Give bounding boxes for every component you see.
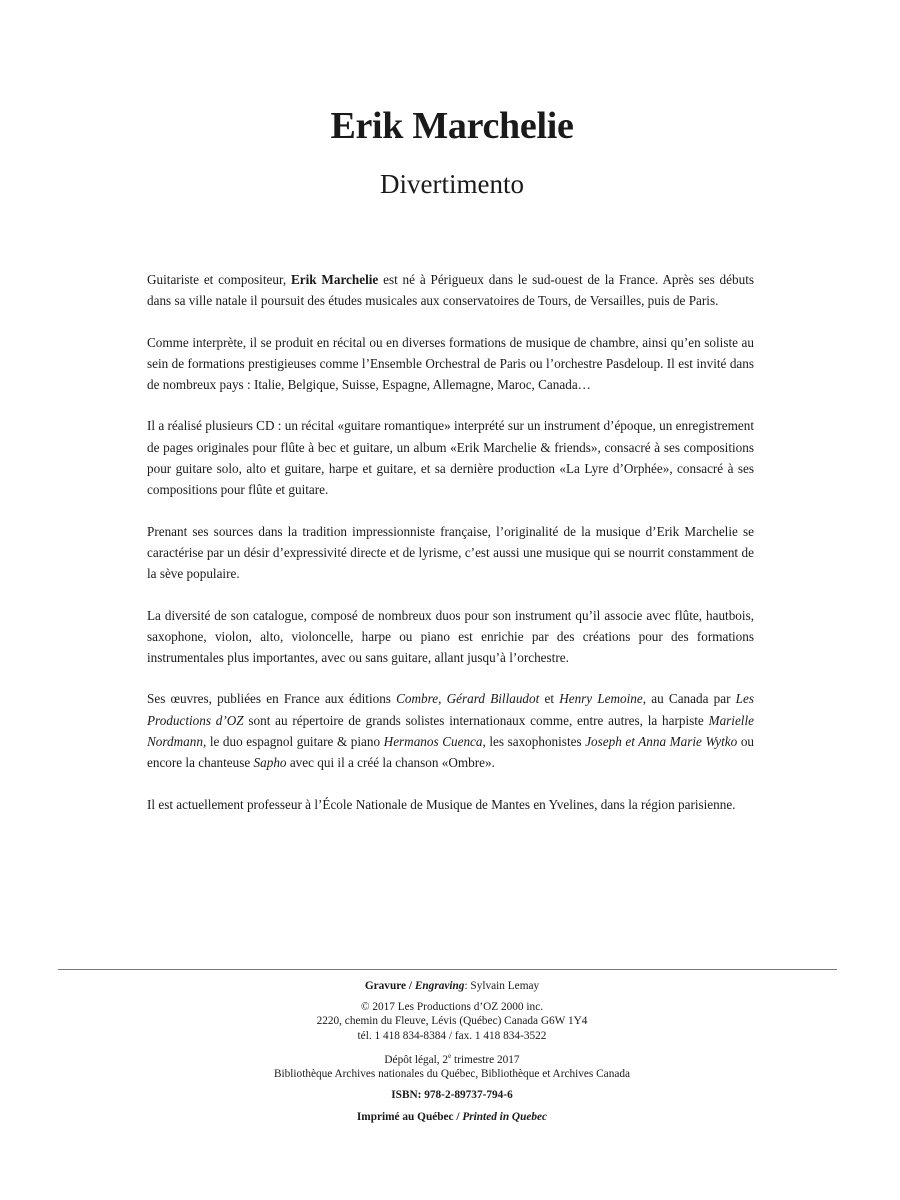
bio-paragraph-1: Guitariste et compositeur, Erik Marchelie est né à Périgueux dans le sud-ouest de la France. Après ses débuts dans sa ville natale il poursuit des études musicales aux conservatoires de Tours, de Versailles, puis de Paris. <box>147 272 754 309</box>
publisher-oz: Les Productions d’OZ <box>147 691 754 728</box>
bio-paragraph-4: Prenant ses sources dans la tradition impressionniste française, l’originalité de la musique d’Erik Marchelie se caractérise par un désir d’expressivité directe et de lyrisme, c’est aussi une musique qui se nourrit constamment de la sève populaire. <box>147 523 754 582</box>
biography <box>147 269 754 815</box>
libraries-line: Bibliothèque Archives nationales du Québec, Bibliothèque et Archives Canada <box>273 1068 631 1081</box>
address-line: 2220, chemin du Fleuve, Lévis (Québec) Canada G6W 1Y4 <box>316 1015 588 1027</box>
artist-sapho: Sapho <box>253 755 287 771</box>
work-title: Divertimento <box>380 169 524 199</box>
engraving-credit: Gravure / Engraving: Sylvain Lemay <box>364 980 540 992</box>
artist-wytko: Joseph et Anna Marie Wytko <box>585 734 738 750</box>
bio-paragraph-5: La diversité de son catalogue, composé de nombreux duos pour son instrument qu’il associe avec flûte, hautbois, saxophone, violon, alto, violoncelle, harpe ou piano est enrichie par des créations pour des formations instrumentales plus importantes, avec ou sans guitare, allant jusqu’à l’orchestre. <box>147 607 754 666</box>
bio-paragraph-7: Il est actuellement professeur à l’École Nationale de Musique de Mantes en Yvelines, dans la région parisienne. <box>147 796 736 812</box>
publisher-lemoine: Henry Lemoine <box>559 691 643 707</box>
bio-paragraph-6: Ses œuvres, publiées en France aux éditions Combre, Gérard Billaudot et Henry Lemoine, au Canada par Les Productions d’OZ sont au répertoire de grands solistes internationaux comme, entre autres, la harpiste Marielle Nordmann, le duo espagnol guitare & piano Hermanos Cuenca, les saxophonistes Joseph et Anna Marie Wytko ou encore la chanteuse Sapho avec qui il a créé la chanson «Ombre». <box>147 691 755 771</box>
bio-paragraph-2: Comme interprète, il se produit en récital ou en diverses formations de musique de chambre, ainsi qu’en soliste au sein de formations prestigieuses comme l’Ensemble Orchestral de Paris ou l’orchestre Pasdeloup. Il est invité dans de nombreux pays : Italie, Belgique, Suisse, Espagne, Allemagne, Maroc, Canada… <box>147 334 754 393</box>
composer-name: Erik Marchelie <box>330 105 574 147</box>
publisher-combre: Combre <box>396 691 439 707</box>
phone-fax-line: tél. 1 418 834-8384 / fax. 1 418 834-3522 <box>357 1029 547 1042</box>
colophon <box>0 979 900 1125</box>
printed-in-line: Imprimé au Québec / Printed in Quebec <box>356 1111 548 1124</box>
composer-name-bold: Erik Marchelie <box>290 272 379 287</box>
isbn-line: ISBN: 978-2-89737-794-6 <box>391 1088 513 1101</box>
artist-hermanos-cuenca: Hermanos Cuenca <box>383 734 483 750</box>
bio-paragraph-3: Il a réalisé plusieurs CD : un récital «guitare romantique» interprété sur un instrument d’époque, un enregistrement de pages originales pour flûte à bec et guitare, un album «Erik Marchelie & friends», consacré à ses compositions pour guitare solo, alto et guitare, harpe et guitare, et sa dernière production «La Lyre d’Orphée», consacré à ses compositions pour flûte et guitare. <box>147 418 754 498</box>
divider-rule <box>58 969 837 970</box>
copyright-line: © 2017 Les Productions d’OZ 2000 inc. <box>360 1000 544 1013</box>
legal-deposit-line: Dépôt légal, 2e trimestre 2017 <box>384 1052 520 1066</box>
artist-nordmann: Marielle Nordmann <box>147 712 754 750</box>
publisher-billaudot: Gérard Billaudot <box>446 691 540 707</box>
